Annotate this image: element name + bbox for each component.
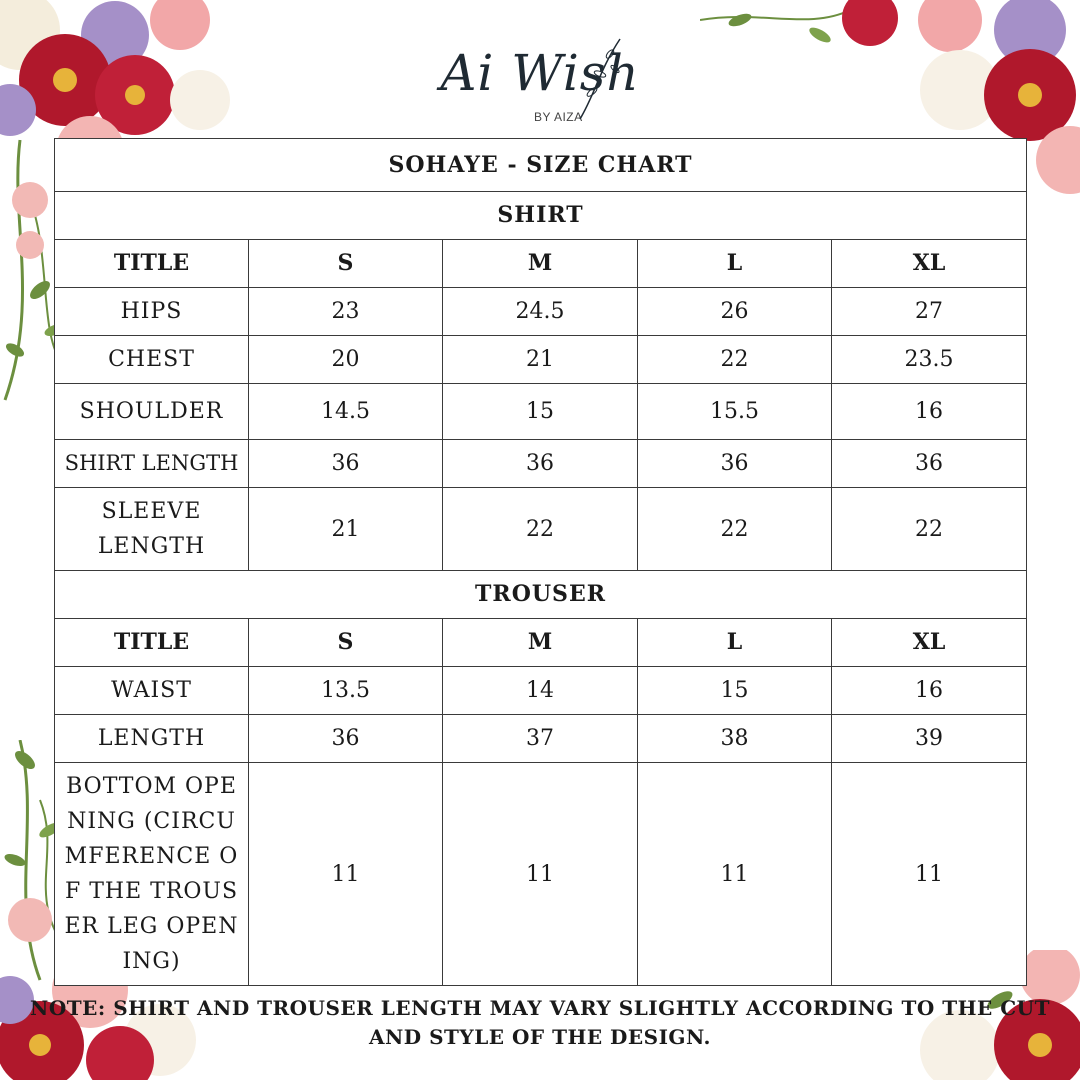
column-header: S [249,619,443,667]
table-cell: 22 [638,336,832,384]
table-row [55,336,1027,384]
brand-logo [0,18,1080,124]
table-row [55,288,1027,336]
table-cell: 11 [443,763,638,986]
table-cell: 11 [249,763,443,986]
table-cell: 24.5 [443,288,638,336]
trouser-section-heading: TROUSER [55,571,1027,619]
table-cell: 36 [249,440,443,488]
table-cell: 16 [832,384,1027,440]
shirt-header-row [55,240,1027,288]
row-label: HIPS [55,288,249,336]
column-header: M [443,619,638,667]
table-cell: 37 [443,715,638,763]
brand-tagline: BY AIZA [534,110,583,124]
table-cell: 11 [638,763,832,986]
brand-name: Ai Wish [440,44,640,102]
table-cell: 15 [638,667,832,715]
row-label: CHEST [55,336,249,384]
table-cell: 14.5 [249,384,443,440]
table-cell: 16 [832,667,1027,715]
row-label: BOTTOM OPENING (CIRCUMFERENCE OF THE TROUSER LEG OPENING) [55,763,249,986]
table-cell: 36 [249,715,443,763]
table-cell: 39 [832,715,1027,763]
column-header: L [638,240,832,288]
sprig-icon [570,34,630,124]
column-header: L [638,619,832,667]
table-cell: 23.5 [832,336,1027,384]
column-header: S [249,240,443,288]
column-header: M [443,240,638,288]
chart-title: SOHAYE - SIZE CHART [55,139,1027,192]
column-header: XL [832,619,1027,667]
trouser-header-row [55,619,1027,667]
column-header: TITLE [55,619,249,667]
row-label: SHIRT LENGTH [55,440,249,488]
table-cell: 23 [249,288,443,336]
table-cell: 22 [832,488,1027,571]
table-cell: 15 [443,384,638,440]
size-chart-table [54,138,1027,986]
column-header: TITLE [55,240,249,288]
table-cell: 26 [638,288,832,336]
column-header: XL [832,240,1027,288]
table-row [55,667,1027,715]
table-cell: 21 [443,336,638,384]
table-cell: 27 [832,288,1027,336]
row-label: SHOULDER [55,384,249,440]
table-cell: 13.5 [249,667,443,715]
table-row [55,715,1027,763]
table-cell: 38 [638,715,832,763]
table-cell: 22 [638,488,832,571]
table-row [55,763,1027,986]
row-label: LENGTH [55,715,249,763]
row-label: SLEEVE LENGTH [55,488,249,571]
table-cell: 11 [832,763,1027,986]
table-cell: 20 [249,336,443,384]
table-cell: 36 [443,440,638,488]
table-cell: 36 [832,440,1027,488]
shirt-section-heading: SHIRT [55,192,1027,240]
table-cell: 36 [638,440,832,488]
footnote: NOTE: SHIRT AND TROUSER LENGTH MAY VARY SLIGHTLY ACCORDING TO THE CUT AND STYLE OF THE DESIGN. [30,996,1050,1049]
row-label: WAIST [55,667,249,715]
table-cell: 15.5 [638,384,832,440]
table-row [55,384,1027,440]
table-cell: 21 [249,488,443,571]
table-cell: 22 [443,488,638,571]
table-row [55,488,1027,571]
table-cell: 14 [443,667,638,715]
table-row [55,440,1027,488]
